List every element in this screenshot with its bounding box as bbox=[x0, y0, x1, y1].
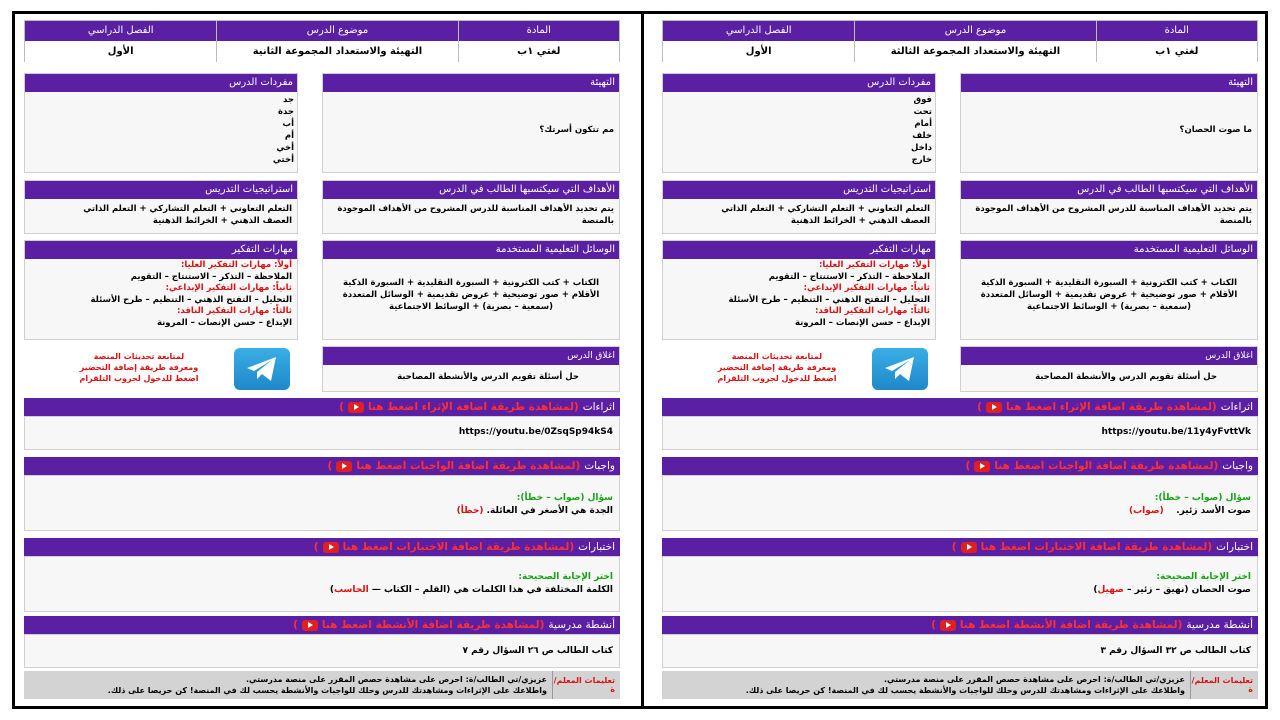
activities-guide-link[interactable]: (لمشاهدة طريقة اضافة الأنشطة اضغط هنا bbox=[321, 619, 545, 631]
instructions-line: واطلاعك على الإثراءات ومشاهدتك للدرس وحلك للواجبات والأنشطة يحسب لك في المنصة! كن حريصا على ذلك. bbox=[107, 686, 547, 695]
vocab-word: أب bbox=[282, 119, 294, 129]
warmup-box bbox=[960, 73, 1258, 173]
header-subject-label: المادة bbox=[459, 21, 619, 41]
homework-band bbox=[24, 457, 620, 475]
goals-box bbox=[960, 180, 1258, 234]
thinking-text: الملاحظة – التذكر – الاستنتاج – التقويم bbox=[768, 271, 930, 282]
activities-text: كتاب الطالب ص ٢٦ السؤال رقم ٧ bbox=[462, 646, 613, 656]
closing-text: حل أسئلة تقويم الدرس والأنشطة المصاحبة bbox=[1035, 372, 1217, 382]
vocab-box bbox=[662, 73, 936, 173]
enrichment-label: اثراءات bbox=[1220, 401, 1253, 413]
homework-answer: (صواب) bbox=[1129, 506, 1164, 516]
strategies-box bbox=[24, 180, 298, 234]
teacher-instructions bbox=[662, 671, 1258, 699]
warmup-title: التهيئة bbox=[961, 74, 1257, 92]
thinking-heading: ثالثاً: مهارات التفكير الناقد: bbox=[815, 306, 930, 316]
tests-band bbox=[662, 538, 1258, 556]
telegram-promo[interactable] bbox=[702, 351, 852, 384]
vocab-title: مفردات الدرس bbox=[25, 74, 297, 92]
paren: ) bbox=[977, 401, 982, 413]
header-semester-label: الفصل الدراسي bbox=[663, 21, 854, 41]
paren: ) bbox=[1093, 585, 1098, 595]
promo-line: ومعرفة طريقة إضافة التحضير bbox=[717, 363, 837, 372]
paren: ) bbox=[293, 619, 298, 631]
promo-line: اضغط للدخول لجروب التلقرام bbox=[717, 374, 837, 383]
tests-guide-link[interactable]: (لمشاهدة طريقة اضافة الاختبارات اضغط هنا bbox=[342, 541, 575, 553]
media-box bbox=[322, 240, 620, 340]
activities-label: أنشطة مدرسية bbox=[1186, 619, 1253, 631]
goals-title: الأهداف التي سيكتسبها الطالب في الدرس bbox=[961, 181, 1257, 199]
vocab-box bbox=[24, 73, 298, 173]
lesson-page-right bbox=[662, 20, 1258, 695]
tests-band bbox=[24, 538, 620, 556]
homework-guide-link[interactable]: (لمشاهدة طريقة اضافة الواجبات اضغط هنا bbox=[994, 460, 1219, 472]
homework-question-type: سؤال (صواب – خطأ): bbox=[516, 493, 613, 503]
media-box bbox=[960, 240, 1258, 340]
enrichment-guide-link[interactable]: (لمشاهدة طريقة اضافة الإثراء اضغط هنا bbox=[367, 401, 579, 413]
header-topic-label: موضوع الدرس bbox=[855, 21, 1095, 41]
homework-question-type: سؤال (صواب – خطأ): bbox=[1154, 493, 1251, 503]
youtube-icon[interactable] bbox=[974, 461, 990, 472]
activities-text: كتاب الطالب ص ٣٢ السؤال رقم ٣ bbox=[1100, 646, 1251, 656]
vocab-word: داخل bbox=[911, 143, 932, 153]
strategies-box bbox=[662, 180, 936, 234]
tests-label: اختبارات bbox=[578, 541, 615, 553]
homework-label: واجبات bbox=[584, 460, 615, 472]
media-text: الكتاب + كتب الكترونية + السبورة التقليدية + السبورة الذكية الأقلام + صور توضيحية + عروض تقديمية + الوسائل المتعددة (سمعية – بصرية) + الوسائط الاجتماعية bbox=[980, 278, 1238, 312]
paren: ) bbox=[951, 541, 957, 553]
activities-band bbox=[24, 616, 620, 634]
tests-answer: صهيل bbox=[1097, 585, 1124, 595]
tests-question-type: اختر الإجابة الصحيحة: bbox=[518, 572, 613, 582]
youtube-icon[interactable] bbox=[336, 461, 352, 472]
thinking-title: مهارات التفكير bbox=[25, 241, 297, 259]
instructions-line: عزيزي/تي الطالب/ة: احرص على مشاهدة حصص المقرر على منصة مدرستي. bbox=[884, 675, 1185, 684]
header-subject-value: لغتي ١ب bbox=[459, 41, 619, 62]
homework-text: صوت الأسد زئير. bbox=[1176, 506, 1251, 516]
header-topic-label: موضوع الدرس bbox=[217, 21, 457, 41]
thinking-text: التحليل – التفتح الذهني – التنظيم – طرح الأسئلة bbox=[90, 294, 292, 305]
vocab-word: أمام bbox=[914, 119, 932, 129]
page-divider bbox=[641, 14, 644, 706]
youtube-icon[interactable] bbox=[348, 402, 364, 413]
warmup-box bbox=[322, 73, 620, 173]
promo-line: لمتابعة تحديثات المنصة bbox=[93, 352, 185, 361]
instructions-line: عزيزي/تي الطالب/ة: احرص على مشاهدة حصص المقرر على منصة مدرستي. bbox=[246, 675, 547, 684]
lesson-page-left bbox=[24, 20, 620, 695]
goals-text: يتم تحديد الأهداف المناسبة للدرس المشروح من الأهداف الموجودة بالمنصة bbox=[975, 204, 1252, 226]
enrichment-label: اثراءات bbox=[582, 401, 615, 413]
promo-line: اضغط للدخول لجروب التلقرام bbox=[79, 374, 199, 383]
activities-panel bbox=[24, 634, 620, 668]
promo-line: لمتابعة تحديثات المنصة bbox=[731, 352, 823, 361]
enrichment-band bbox=[24, 398, 620, 416]
thinking-text: الملاحظة – التذكر – الاستنتاج – التقويم bbox=[130, 271, 292, 282]
tests-guide-link[interactable]: (لمشاهدة طريقة اضافة الاختبارات اضغط هنا bbox=[980, 541, 1213, 553]
header-subject-label: المادة bbox=[1097, 21, 1257, 41]
warmup-question: ما صوت الحصان؟ bbox=[1179, 125, 1252, 135]
paren: ) bbox=[339, 401, 344, 413]
homework-label: واجبات bbox=[1222, 460, 1253, 472]
vocab-word: خارج bbox=[911, 155, 932, 165]
vocab-word: جدة bbox=[277, 107, 294, 117]
vocab-word: جد bbox=[282, 95, 294, 105]
youtube-icon[interactable] bbox=[302, 620, 318, 631]
goals-title: الأهداف التي سيكتسبها الطالب في الدرس bbox=[323, 181, 619, 199]
header-subject-value: لغتي ١ب bbox=[1097, 41, 1257, 62]
youtube-icon[interactable] bbox=[961, 542, 977, 553]
thinking-box bbox=[662, 240, 936, 340]
warmup-question: مم تتكون أسرتك؟ bbox=[539, 125, 614, 135]
closing-title: اغلاق الدرس bbox=[961, 347, 1257, 365]
paren: ) bbox=[327, 460, 333, 472]
activities-panel bbox=[662, 634, 1258, 668]
activities-band bbox=[662, 616, 1258, 634]
vocab-word: أختي bbox=[272, 155, 294, 165]
tests-panel bbox=[662, 556, 1258, 612]
header-semester-value: الأول bbox=[25, 41, 216, 62]
youtube-icon[interactable] bbox=[986, 402, 1002, 413]
tests-text: صوت الحصان (نهيق – زئير – bbox=[1127, 585, 1251, 595]
vocab-word: خلف bbox=[912, 131, 932, 141]
enrichment-guide-link[interactable]: (لمشاهدة طريقة اضافة الإثراء اضغط هنا bbox=[1005, 401, 1217, 413]
strategies-line: العصف الذهني + الخرائط الذهنية bbox=[152, 216, 292, 226]
tests-panel bbox=[24, 556, 620, 612]
closing-box bbox=[322, 346, 620, 392]
header-topic-value: التهيئة والاستعداد المجموعة الثانية bbox=[217, 41, 457, 62]
tests-answer: الحاسب bbox=[334, 585, 369, 595]
vocab-word: أخي bbox=[276, 143, 294, 153]
thinking-text: التحليل – التفتح الذهني – التنظيم – طرح الأسئلة bbox=[728, 294, 930, 305]
strategies-title: استراتيجيات التدريس bbox=[25, 181, 297, 199]
activities-guide-link[interactable]: (لمشاهدة طريقة اضافة الأنشطة اضغط هنا bbox=[959, 619, 1183, 631]
header-topic-value: التهيئة والاستعداد المجموعة الثالثة bbox=[855, 41, 1095, 62]
enrichment-url[interactable]: https://youtu.be/11y4yFvttVk bbox=[1101, 427, 1251, 437]
paren: ) bbox=[329, 585, 335, 595]
activities-label: أنشطة مدرسية bbox=[548, 619, 615, 631]
youtube-icon[interactable] bbox=[323, 542, 339, 553]
vocab-word: تحت bbox=[913, 107, 932, 117]
closing-text: حل أسئلة تقويم الدرس والأنشطة المصاحبة bbox=[397, 372, 579, 382]
thinking-heading: ثالثاً: مهارات التفكير الناقد: bbox=[177, 306, 292, 316]
warmup-title: التهيئة bbox=[323, 74, 619, 92]
header-semester-label: الفصل الدراسي bbox=[25, 21, 216, 41]
telegram-promo[interactable] bbox=[64, 351, 214, 384]
strategies-line: العصف الذهني + الخرائط الذهنية bbox=[790, 216, 930, 226]
homework-panel bbox=[24, 475, 620, 531]
vocab-title: مفردات الدرس bbox=[663, 74, 935, 92]
homework-answer: (خطأ) bbox=[456, 506, 484, 516]
closing-title: اغلاق الدرس bbox=[323, 347, 619, 365]
tests-label: اختبارات bbox=[1216, 541, 1253, 553]
paren: ) bbox=[931, 619, 936, 631]
homework-text: الجدة هي الأصغر في العائلة. bbox=[486, 506, 613, 516]
goals-text: يتم تحديد الأهداف المناسبة للدرس المشروح من الأهداف الموجودة بالمنصة bbox=[337, 204, 614, 226]
tests-question-type: اختر الإجابة الصحيحة: bbox=[1156, 572, 1251, 582]
paren: ) bbox=[313, 541, 319, 553]
closing-box bbox=[960, 346, 1258, 392]
homework-guide-link[interactable]: (لمشاهدة طريقة اضافة الواجبات اضغط هنا bbox=[356, 460, 581, 472]
promo-line: ومعرفة طريقة إضافة التحضير bbox=[79, 363, 199, 372]
thinking-title: مهارات التفكير bbox=[663, 241, 935, 259]
telegram-icon[interactable] bbox=[234, 348, 290, 390]
header-table bbox=[662, 20, 1258, 62]
paren: ) bbox=[965, 460, 971, 472]
goals-box bbox=[322, 180, 620, 234]
header-semester-value: الأول bbox=[663, 41, 854, 62]
instructions-label: تعليمات المعلم/ة bbox=[1190, 671, 1258, 699]
vocab-word: فوق bbox=[913, 95, 932, 105]
thinking-heading: أولاً: مهارات التفكير العليا: bbox=[818, 260, 930, 270]
enrichment-panel bbox=[24, 416, 620, 450]
strategies-line: التعلم التعاوني + التعلم التشاركي + التعلم الذاتي bbox=[721, 204, 930, 214]
thinking-text: الإبداع – حسن الإنصات – المرونة bbox=[156, 317, 292, 328]
media-title: الوسائل التعليمية المستخدمة bbox=[323, 241, 619, 259]
homework-panel bbox=[662, 475, 1258, 531]
homework-band bbox=[662, 457, 1258, 475]
instructions-line: واطلاعك على الإثراءات ومشاهدتك للدرس وحلك للواجبات والأنشطة يحسب لك في المنصة! كن حريصا على ذلك. bbox=[745, 686, 1185, 695]
thinking-text: الإبداع – حسن الإنصات – المرونة bbox=[794, 317, 930, 328]
media-text: الكتاب + كتب الكترونية + السبورة التقليدية + السبورة الذكية الأقلام + صور توضيحية + عروض تقديمية + الوسائل المتعددة (سمعية – بصرية) + الوسائط الاجتماعية bbox=[342, 278, 600, 312]
telegram-icon[interactable] bbox=[872, 348, 928, 390]
vocab-word: أم bbox=[284, 131, 294, 141]
thinking-heading: ثانياً: مهارات التفكير الإبداعي: bbox=[803, 283, 930, 293]
media-title: الوسائل التعليمية المستخدمة bbox=[961, 241, 1257, 259]
teacher-instructions bbox=[24, 671, 620, 699]
thinking-heading: ثانياً: مهارات التفكير الإبداعي: bbox=[165, 283, 292, 293]
youtube-icon[interactable] bbox=[940, 620, 956, 631]
enrichment-band bbox=[662, 398, 1258, 416]
thinking-heading: أولاً: مهارات التفكير العليا: bbox=[180, 260, 292, 270]
enrichment-panel bbox=[662, 416, 1258, 450]
instructions-label: تعليمات المعلم/ة bbox=[552, 671, 620, 699]
tests-text: الكلمة المختلفة في هذا الكلمات هي (القلم – الكتاب — bbox=[371, 585, 613, 595]
strategies-title: استراتيجيات التدريس bbox=[663, 181, 935, 199]
header-table bbox=[24, 20, 620, 62]
enrichment-url[interactable]: https://youtu.be/0ZsqSp94kS4 bbox=[458, 427, 613, 437]
strategies-line: التعلم التعاوني + التعلم التشاركي + التعلم الذاتي bbox=[83, 204, 292, 214]
thinking-box bbox=[24, 240, 298, 340]
